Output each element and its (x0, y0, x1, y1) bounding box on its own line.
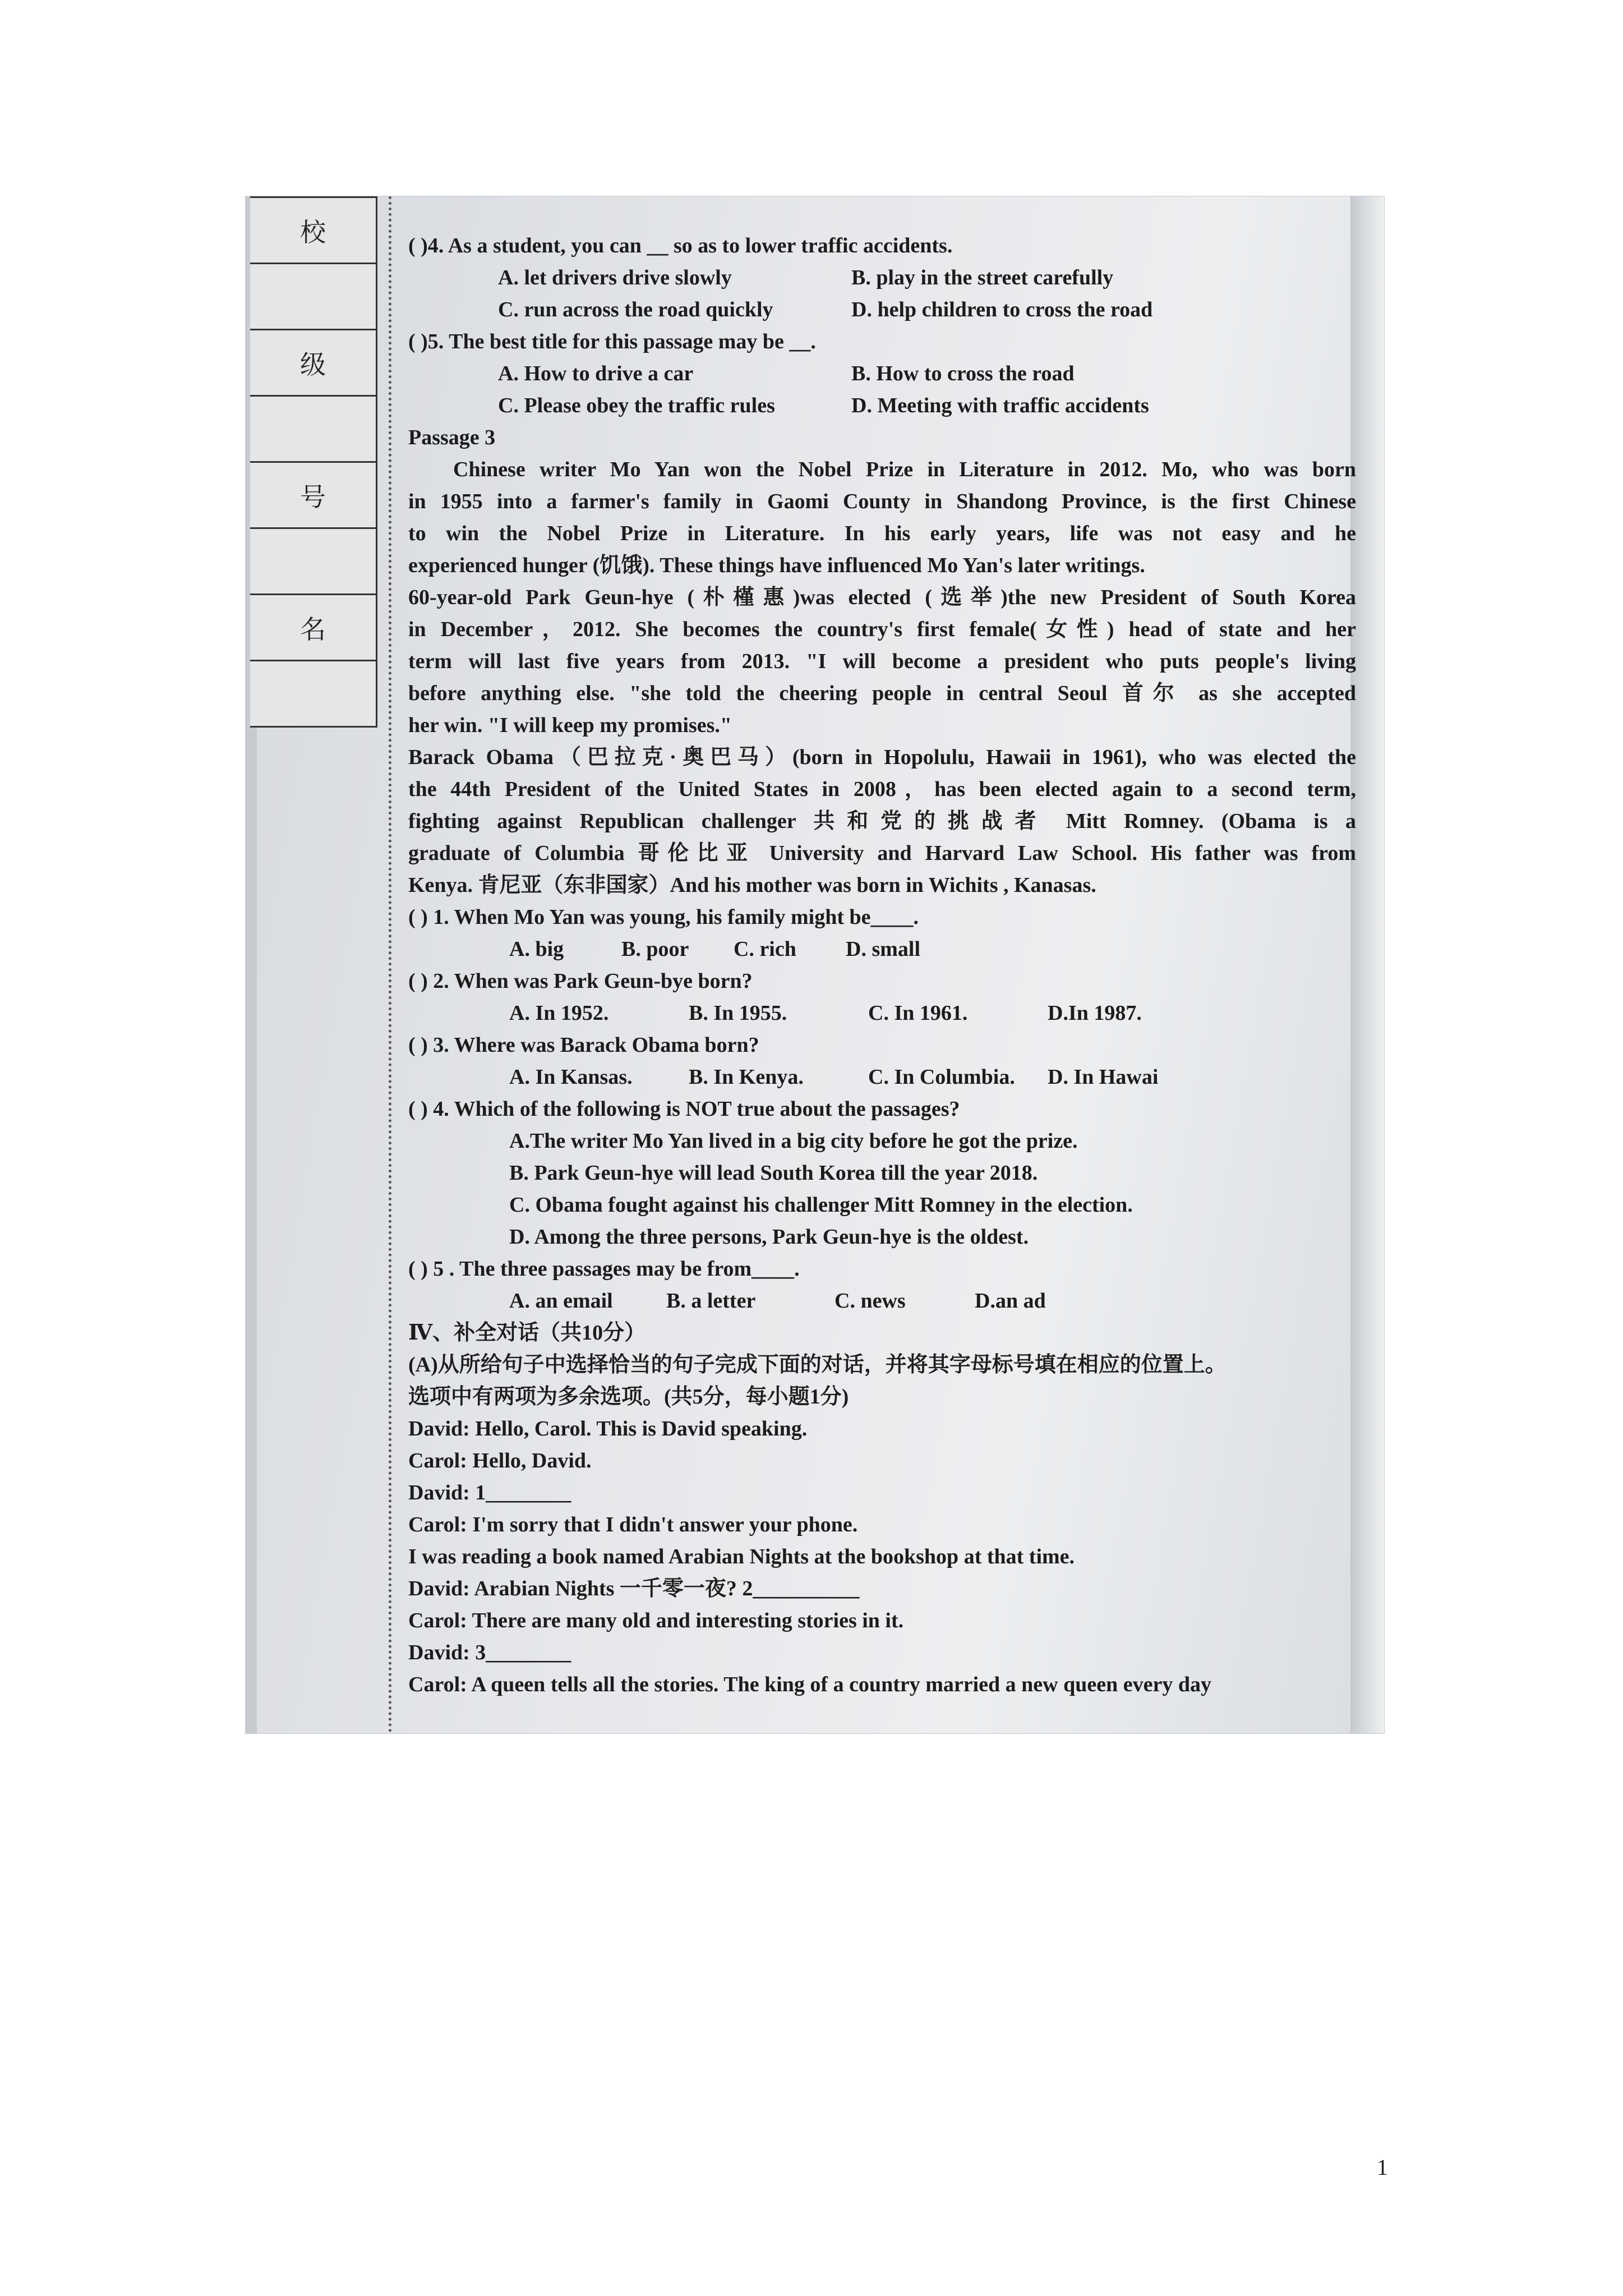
option-b: B. a letter (666, 1289, 756, 1313)
option-c: C. Obama fought against his challenger Mitt Romney in the election. (509, 1193, 1133, 1217)
option-c: C. run across the road quickly (498, 298, 773, 321)
question-5-options-ab (408, 358, 1356, 390)
dialogue-line: David: 1________ (408, 1481, 571, 1504)
option-a: A. big (509, 937, 564, 961)
section-heading: Ⅳ、补全对话（共10分） (408, 1321, 646, 1345)
passage-paragraph-line: 60-year-old Park Geun-hye (朴槿惠)was elected (选举)the new President of South Korea (408, 586, 1356, 609)
reading-question-1-options (408, 933, 1356, 965)
info-label-school: 校 (250, 198, 376, 264)
section-instructions: (A)从所给句子中选择恰当的句子完成下面的对话，并将其字母标号填在相应的位置上。 (408, 1353, 1227, 1377)
passage-paragraph-line: her win. "I will keep my promises." (408, 714, 732, 737)
option-a: A. let drivers drive slowly (498, 266, 732, 289)
binding-dotted-line (389, 196, 391, 1733)
reading-question-5-options (408, 1285, 1356, 1317)
scanned-exam-photo (246, 196, 1384, 1733)
passage-paragraph-line: graduate of Columbia 哥伦比亚 University and Harvard Law School. His father was from (408, 841, 1356, 865)
option-b: B. play in the street carefully (851, 266, 1114, 289)
passage-paragraph-line: in December，2012. She becomes the country's first female(女性) head of state and her (408, 618, 1356, 641)
option-c: C. In 1961. (868, 1001, 968, 1025)
info-label-number: 号 (250, 463, 376, 529)
option-c: C. Please obey the traffic rules (498, 394, 775, 417)
passage-paragraph-line: the 44th President of the United States in 2008，has been elected again to a second term, (408, 777, 1356, 801)
option-d: D. help children to cross the road (851, 298, 1153, 321)
reading-question-4: ( ) 4. Which of the following is NOT true about the passages? (408, 1097, 960, 1121)
dialogue-line: David: 3________ (408, 1641, 571, 1664)
dialogue-line: David: Arabian Nights 一千零一夜? 2__________ (408, 1577, 860, 1600)
section-instructions: 选项中有两项为多余选项。(共5分，每小题1分) (408, 1385, 849, 1409)
option-d: D.an ad (975, 1289, 1046, 1313)
info-field-school (250, 264, 376, 330)
dialogue-line: Carol: A queen tells all the stories. The king of a country married a new queen every day (408, 1673, 1211, 1696)
passage-paragraph-line: Barack Obama（巴拉克·奥巴马）(born in Hopolulu, Hawaii in 1961), who was elected the (408, 746, 1356, 769)
option-c: C. In Columbia. (868, 1065, 1015, 1089)
passage-paragraph-line: in 1955 into a farmer's family in Gaomi County in Shandong Province, is the first Chinese (408, 490, 1356, 513)
info-field-number (250, 529, 376, 595)
student-info-table (250, 196, 377, 728)
option-d: D. small (846, 937, 920, 961)
passage-paragraph-line: fighting against Republican challenger 共和党的挑战者 Mitt Romney. (Obama is a (408, 809, 1356, 833)
reading-question-2-options (408, 997, 1356, 1029)
passage-paragraph-line: Chinese writer Mo Yan won the Nobel Prize in Literature in 2012. Mo, who was born (453, 458, 1356, 481)
page-number: 1 (1377, 2155, 1388, 2180)
info-field-class (250, 397, 376, 463)
question-4-options-cd (408, 294, 1356, 326)
option-b: B. In Kenya. (689, 1065, 804, 1089)
passage-paragraph-line: experienced hunger (饥饿). These things have influenced Mo Yan's later writings. (408, 554, 1145, 577)
option-a: A. an email (509, 1289, 613, 1313)
exam-text (408, 230, 1356, 1701)
option-a: A. How to drive a car (498, 362, 694, 385)
option-d: D. Among the three persons, Park Geun-hye is the oldest. (509, 1225, 1029, 1249)
info-label-name: 名 (250, 595, 376, 661)
passage-paragraph-line: before anything else. "she told the cheering people in central Seoul 首尔 as she accepted (408, 682, 1356, 705)
option-c: C. news (834, 1289, 906, 1313)
option-d: D. In Hawai (1048, 1065, 1159, 1089)
option-a: A. In Kansas. (509, 1065, 633, 1089)
dialogue-line: Carol: There are many old and interesting stories in it. (408, 1609, 904, 1632)
option-a: A. In 1952. (509, 1001, 609, 1025)
question-4: ( )4. As a student, you can __ so as to lower traffic accidents. (408, 234, 953, 257)
dialogue-line: Carol: Hello, David. (408, 1449, 592, 1473)
option-a: A.The writer Mo Yan lived in a big city before he got the prize. (509, 1129, 1078, 1153)
option-c: C. rich (734, 937, 796, 961)
info-label-class: 级 (250, 330, 376, 397)
reading-question-5: ( ) 5 . The three passages may be from____. (408, 1257, 800, 1281)
reading-question-1: ( ) 1. When Mo Yan was young, his family might be____. (408, 905, 919, 929)
passage-paragraph-line: Kenya. 肯尼亚（东非国家）And his mother was born in Wichits , Kanasas. (408, 873, 1096, 897)
question-5-options-cd (408, 390, 1356, 422)
option-d: D. Meeting with traffic accidents (851, 394, 1149, 417)
option-b: B. Park Geun-hye will lead South Korea till the year 2018. (509, 1161, 1038, 1185)
dialogue-line: Carol: I'm sorry that I didn't answer your phone. (408, 1513, 858, 1536)
info-field-name (250, 661, 376, 726)
question-4-options-ab (408, 262, 1356, 294)
option-b: B. How to cross the road (851, 362, 1075, 385)
question-5: ( )5. The best title for this passage may be __. (408, 330, 816, 353)
reading-question-2: ( ) 2. When was Park Geun-bye born? (408, 969, 753, 993)
dialogue-line: I was reading a book named Arabian Nights at the bookshop at that time. (408, 1545, 1075, 1568)
passage-paragraph-line: to win the Nobel Prize in Literature. In his early years, life was not easy and he (408, 522, 1356, 545)
option-d: D.In 1987. (1048, 1001, 1142, 1025)
option-b: B. In 1955. (689, 1001, 787, 1025)
dialogue-line: David: Hello, Carol. This is David speaking. (408, 1417, 808, 1441)
reading-question-3-options (408, 1061, 1356, 1093)
reading-question-3: ( ) 3. Where was Barack Obama born? (408, 1033, 759, 1057)
option-b: B. poor (621, 937, 689, 961)
passage-title: Passage 3 (408, 426, 496, 449)
passage-paragraph-line: term will last five years from 2013. "I will become a president who puts people's living (408, 650, 1356, 673)
